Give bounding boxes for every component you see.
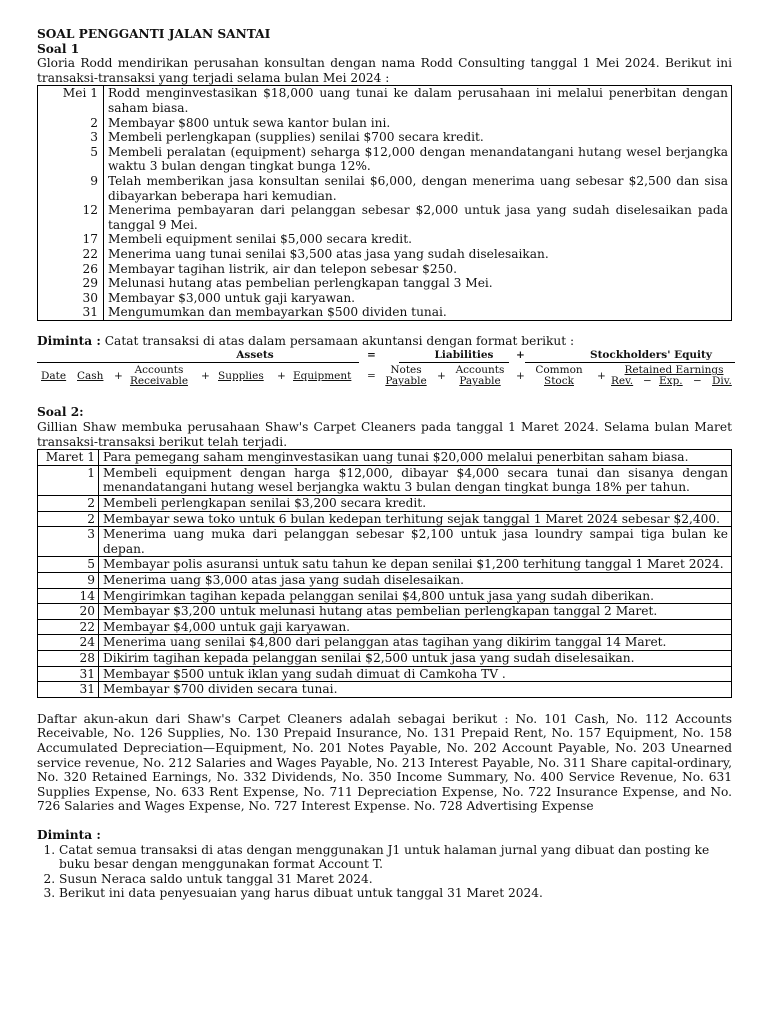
eq-plus-6: +	[597, 370, 606, 383]
eq-div: Div.	[712, 375, 732, 388]
transaction-date: 9	[38, 174, 104, 203]
transaction-description: Membayar sewa toko untuk 6 bulan kedepan terhitung sejak tanggal 1 Maret 2024 sebesar $2,400.	[99, 511, 732, 527]
transaction-date: 30	[38, 291, 104, 306]
soal1-diminta-text: Catat transaksi di atas dalam persamaan akuntansi dengan format berikut :	[100, 333, 575, 348]
transaction-description: Membayar $500 untuk iklan yang sudah dimuat di Camkoha TV .	[99, 666, 732, 682]
transaction-date: 1	[38, 465, 99, 495]
transaction-row	[38, 604, 732, 620]
transaction-row	[38, 262, 732, 277]
eq-cash: Cash	[77, 370, 104, 383]
transaction-date: 2	[38, 511, 99, 527]
transaction-date: 20	[38, 604, 99, 620]
transaction-row	[38, 650, 732, 666]
transaction-row	[38, 203, 732, 232]
eq-equals: =	[367, 370, 376, 383]
eq-rev: Rev.	[611, 375, 634, 388]
transaction-date: 3	[38, 130, 104, 145]
transaction-row	[38, 305, 732, 320]
transaction-description: Membayar $4,000 untuk gaji karyawan.	[99, 619, 732, 635]
transaction-row	[38, 588, 732, 604]
eq-accounts-payable-2: Payable	[459, 375, 501, 388]
requirement-item: 3. Berikut ini data penyesuaian yang harus dibuat untuk tanggal 31 Maret 2024.	[59, 886, 732, 901]
soal1-requirement	[37, 334, 732, 349]
transaction-row	[38, 450, 732, 466]
transaction-date: 12	[38, 203, 104, 232]
transaction-date: 26	[38, 262, 104, 277]
requirement-item: 1. Catat semua transaksi di atas dengan menggunakan J1 untuk halaman jurnal yang dibuat dan posting ke buku besar dengan menggunakan format Account T.	[59, 843, 732, 872]
transaction-description: Membayar $800 untuk sewa kantor bulan ini.	[104, 116, 732, 131]
transaction-row	[38, 174, 732, 203]
transaction-row	[38, 276, 732, 291]
transaction-description: Membeli peralatan (equipment) seharga $12,000 dengan menandatangani hutang wesel berjangka waktu 3 bulan dengan tingkat bunga 12%.	[104, 145, 732, 174]
eq-plus-4: +	[437, 370, 446, 383]
transaction-date: 31	[38, 305, 104, 320]
soal1-transaction-table	[37, 85, 732, 321]
transaction-date: 2	[38, 496, 99, 512]
document-title: SOAL PENGGANTI JALAN SANTAI	[37, 27, 271, 41]
eq-plus-3: +	[277, 370, 286, 383]
transaction-row	[38, 682, 732, 698]
transaction-date: 5	[38, 557, 99, 573]
eq-accounts-receivable-2: Receivable	[129, 375, 189, 388]
transaction-description: Para pemegang saham menginvestasikan uang tunai $20,000 melalui penerbitan saham biasa.	[99, 450, 732, 466]
eq-plus-top: +	[516, 349, 525, 362]
transaction-description: Membayar $700 dividen secara tunai.	[99, 682, 732, 698]
transaction-date: 22	[38, 619, 99, 635]
eq-accounts-receivable-1: Accounts	[134, 364, 184, 377]
transaction-date: 31	[38, 666, 99, 682]
transaction-date: 9	[38, 573, 99, 589]
transaction-description: Dikirim tagihan kepada pelanggan senilai $2,500 untuk jasa yang sudah diselesaikan.	[99, 650, 732, 666]
transaction-description: Menerima uang $3,000 atas jasa yang sudah diselesaikan.	[99, 573, 732, 589]
eq-equity-heading: Stockholders' Equity	[590, 349, 712, 362]
accounting-equation-format	[37, 350, 732, 392]
transaction-date: Mei 1	[38, 86, 104, 116]
eq-supplies: Supplies	[218, 370, 264, 383]
transaction-row	[38, 291, 732, 306]
transaction-description: Mengumumkan dan membayarkan $500 dividen tunai.	[104, 305, 732, 320]
transaction-date: 29	[38, 276, 104, 291]
transaction-date: 14	[38, 588, 99, 604]
soal1-intro: Gloria Rodd mendirikan perusahan konsultan dengan nama Rodd Consulting tanggal 1 Mei 2024. Berikut ini transaksi-transaksi yang terjadi selama bulan Mei 2024 :	[37, 56, 732, 85]
transaction-date: 3	[38, 527, 99, 557]
soal1-diminta-label: Diminta :	[37, 333, 101, 348]
soal2-transaction-table	[37, 449, 732, 698]
transaction-date: 17	[38, 232, 104, 247]
requirement-item: 2. Susun Neraca saldo untuk tanggal 31 Maret 2024.	[59, 872, 732, 887]
transaction-date: 22	[38, 247, 104, 262]
transaction-row	[38, 116, 732, 131]
transaction-row	[38, 573, 732, 589]
soal2-requirements	[37, 843, 732, 901]
transaction-description: Melunasi hutang atas pembelian perlengkapan tanggal 3 Mei.	[104, 276, 732, 291]
eq-common-stock-2: Stock	[544, 375, 574, 388]
transaction-date: Maret 1	[38, 450, 99, 466]
transaction-row	[38, 635, 732, 651]
eq-accounts-payable-1: Accounts	[455, 364, 505, 377]
transaction-row	[38, 527, 732, 557]
eq-equals-top: =	[367, 349, 376, 362]
eq-minus-2: −	[693, 375, 702, 388]
transaction-description: Membayar $3,200 untuk melunasi hutang atas pembelian perlengkapan tanggal 2 Maret.	[99, 604, 732, 620]
soal2-intro: Gillian Shaw membuka perusahaan Shaw's Carpet Cleaners pada tanggal 1 Maret 2024. Selama bulan Maret transaksi-transaksi berikut telah terjadi.	[37, 420, 732, 449]
soal2-diminta-label: Diminta :	[37, 827, 101, 842]
transaction-description: Mengirimkan tagihan kepada pelanggan senilai $4,800 untuk jasa yang sudah diberikan.	[99, 588, 732, 604]
chart-of-accounts: Daftar akun-akun dari Shaw's Carpet Cleaners adalah sebagai berikut : No. 101 Cash, No. 112 Accounts Receivable, No. 126 Supplies, No. 130 Prepaid Insurance, No. 131 Prepaid Rent, No. 157 Equipment, No. 158 Accumulated Depreciation—Equipment, No. 201 Notes Payable, No. 202 Account Payable, No. 203 Unearned service revenue, No. 212 Salaries and Wages Payable, No. 213 Interest Payable, No. 311 Share capital-ordinary, No. 320 Retained Earnings, No. 332 Dividends, No. 350 Income Summary, No. 400 Service Revenue, No. 631 Supplies Expense, No. 633 Rent Expense, No. 711 Depreciation Expense, No. 722 Insurance Expense, and No. 726 Salaries and Wages Expense, No. 727 Interest Expense. No. 728 Advertising Expense	[37, 711, 732, 814]
transaction-date: 31	[38, 682, 99, 698]
eq-common-stock-1: Common	[535, 364, 583, 377]
transaction-row	[38, 465, 732, 495]
transaction-description: Menerima uang senilai $4,800 dari pelanggan atas tagihan yang dikirim tanggal 14 Maret.	[99, 635, 732, 651]
transaction-date: 5	[38, 145, 104, 174]
transaction-row	[38, 86, 732, 116]
eq-liabilities-heading: Liabilities	[434, 349, 494, 362]
eq-plus-1: +	[114, 370, 123, 383]
transaction-row	[38, 666, 732, 682]
transaction-description: Membeli perlengkapan (supplies) senilai $700 secara kredit.	[104, 130, 732, 145]
transaction-date: 24	[38, 635, 99, 651]
transaction-row	[38, 557, 732, 573]
transaction-row	[38, 232, 732, 247]
eq-exp: Exp.	[659, 375, 683, 388]
transaction-row	[38, 247, 732, 262]
transaction-description: Membayar polis asuransi untuk satu tahun ke depan senilai $1,200 terhitung tanggal 1 Maret 2024.	[99, 557, 732, 573]
transaction-row	[38, 145, 732, 174]
transaction-description: Telah memberikan jasa konsultan senilai $6,000, dengan menerima uang sebesar $2,500 dan sisa dibayarkan beberapa hari kemudian.	[104, 174, 732, 203]
soal2-heading: Soal 2:	[37, 405, 84, 420]
transaction-description: Membeli perlengkapan senilai $3,200 secara kredit.	[99, 496, 732, 512]
transaction-description: Menerima uang tunai senilai $3,500 atas jasa yang sudah diselesaikan.	[104, 247, 732, 262]
soal1-heading: Soal 1	[37, 41, 80, 56]
transaction-description: Membeli equipment senilai $5,000 secara kredit.	[104, 232, 732, 247]
transaction-row	[38, 130, 732, 145]
eq-assets-heading: Assets	[236, 349, 274, 362]
eq-date: Date	[41, 370, 67, 383]
eq-plus-5: +	[516, 370, 525, 383]
eq-retained-earnings: Retained Earnings	[624, 364, 724, 377]
transaction-date: 28	[38, 650, 99, 666]
transaction-description: Membayar $3,000 untuk gaji karyawan.	[104, 291, 732, 306]
eq-plus-2: +	[201, 370, 210, 383]
transaction-row	[38, 511, 732, 527]
transaction-row	[38, 619, 732, 635]
eq-equipment: Equipment	[293, 370, 352, 383]
transaction-description: Rodd menginvestasikan $18,000 uang tunai ke dalam perusahaan ini melalui penerbitan dengan saham biasa.	[104, 86, 732, 116]
transaction-description: Membeli equipment dengan harga $12,000, dibayar $4,000 secara tunai dan sisanya dengan menandatangani hutang wesel berjangka waktu 3 bulan dengan tingkat bunga 18% per tahun.	[99, 465, 732, 495]
eq-notes-payable-2: Payable	[385, 375, 427, 388]
transaction-description: Menerima uang muka dari pelanggan sebesar $2,100 untuk jasa loundry sampai tiga bulan ke depan.	[99, 527, 732, 557]
eq-notes-payable-1: Notes	[390, 364, 422, 377]
eq-minus-1: −	[643, 375, 652, 388]
transaction-date: 2	[38, 116, 104, 131]
transaction-row	[38, 496, 732, 512]
transaction-description: Membayar tagihan listrik, air dan telepon sebesar $250.	[104, 262, 732, 277]
transaction-description: Menerima pembayaran dari pelanggan sebesar $2,000 untuk jasa yang sudah diselesaikan pada tanggal 9 Mei.	[104, 203, 732, 232]
